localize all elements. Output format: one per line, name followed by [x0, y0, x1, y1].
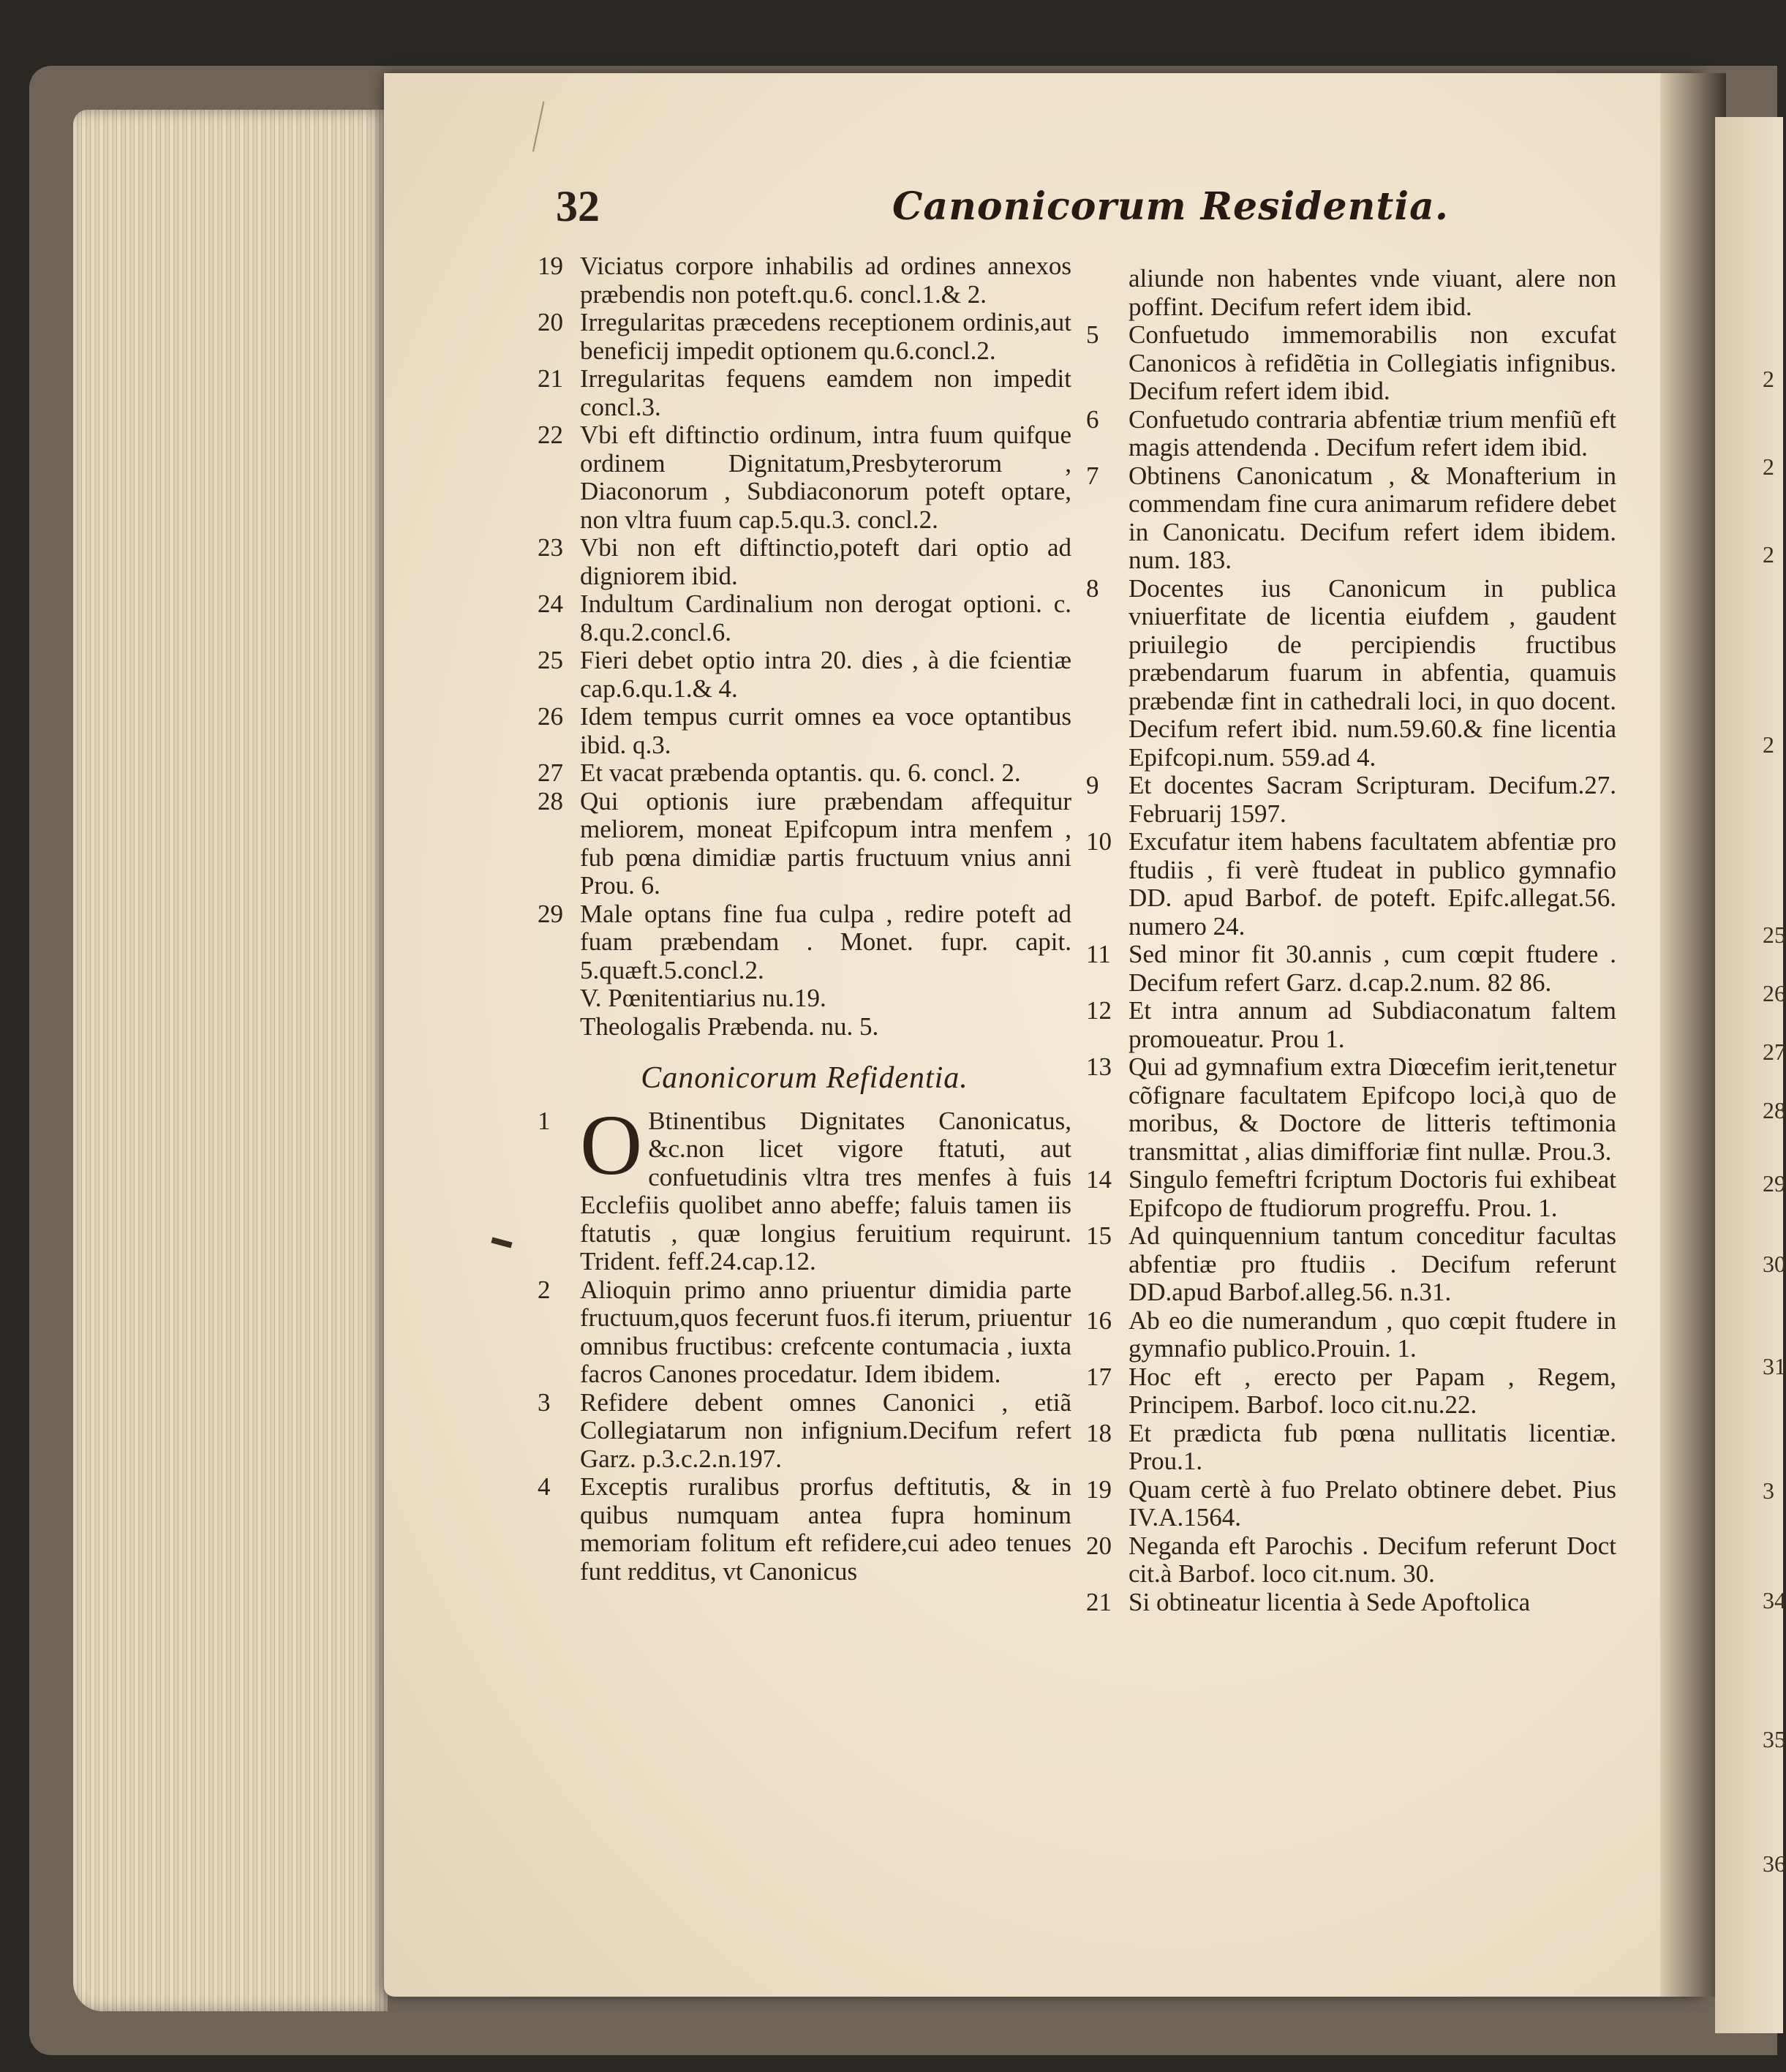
entry-number: 23 — [538, 533, 563, 562]
entry-number: 25 — [538, 646, 563, 674]
right-column — [1086, 265, 1616, 1616]
section-title: Canonicorum Refidentia. — [641, 1061, 968, 1095]
entry-number: 5 — [1086, 320, 1099, 349]
entry-number: 29 — [538, 899, 563, 928]
entry-text: Qui ad gymnafium extra Diœcefim ierit,tenetur cõfignare facultatem Epifcopo loci,à quo de moribus, & Doctore de litteris teftimonia transmittat , alias dimifforiæ fint nullæ. Prou.3. — [1129, 1052, 1616, 1166]
entry-number: 28 — [538, 786, 563, 815]
entry-number: 2 — [538, 1275, 551, 1304]
index-entry — [538, 365, 1071, 421]
index-entry — [538, 1473, 1071, 1586]
entry-text: Male optans fine fua culpa , redire poteft ad fuam præbendam . Monet. fupr. capit. 5.quæft.5.concl.2. — [580, 899, 1071, 984]
drop-cap-initial: O — [580, 1096, 643, 1193]
index-entry — [538, 309, 1071, 365]
entry-number: 3 — [538, 1387, 551, 1417]
index-entry — [1086, 1307, 1616, 1363]
facing-page-number: 2 — [1763, 731, 1774, 758]
entry-number: 20 — [538, 308, 563, 336]
index-entry — [538, 703, 1071, 759]
index-entry — [538, 1276, 1071, 1389]
entry-text: Si obtineatur licentia à Sede Apoftolica — [1129, 1587, 1531, 1616]
entry-text: aliunde non habentes vnde viuant, alere non poffint. Decifum refert idem ibid. — [1129, 264, 1616, 321]
index-entry — [1086, 941, 1616, 997]
entry-number: 20 — [1086, 1531, 1112, 1560]
index-entry — [1086, 1532, 1616, 1589]
entry-text: Viciatus corpore inhabilis ad ordines annexos præbendis non poteft.qu.6. concl.1.& 2. — [580, 252, 1071, 309]
entry-text: Idem tempus currit omnes ea voce optantibus ibid. q.3. — [580, 702, 1071, 759]
entry-text: Exceptis ruralibus prorfus deftitutis, & in quibus numquam antea fupra hominum memoriam folitum eft refidere,cui adeo tenues funt redditus, vt Canonicus — [580, 1472, 1071, 1586]
entry-text: Irregularitas præcedens receptionem ordinis,aut beneficij impedit optionem qu.6.concl.2. — [580, 308, 1071, 365]
entry-text: Confuetudo immemorabilis non excufat Canonicos à refidẽtia in Collegiatis infignibus. Decifum refert idem ibid. — [1129, 320, 1616, 405]
entry-text: Et prædicta fub pœna nullitatis licentiæ. Prou.1. — [1129, 1418, 1616, 1475]
entry-text: Theologalis Præbenda. nu. 5. — [580, 1011, 879, 1041]
facing-page-number: 27 — [1763, 1039, 1786, 1065]
index-entry — [1086, 321, 1616, 406]
entry-number: 14 — [1086, 1165, 1112, 1194]
entry-number: 10 — [1086, 827, 1112, 856]
entry-text: Et docentes Sacram Scripturam. Decifum.27. Februarij 1597. — [1129, 771, 1616, 828]
entry-text: Indultum Cardinalium non derogat optioni. c. 8.qu.2.concl.6. — [580, 589, 1071, 647]
index-entry — [1086, 265, 1616, 321]
entry-text: Vbi non eft diftinctio,poteft dari optio ad digniorem ibid. — [580, 533, 1071, 590]
page-stack-edge — [73, 110, 388, 2011]
entry-number: 21 — [1086, 1587, 1112, 1616]
entry-number: 22 — [538, 421, 563, 449]
facing-page-number: 2 — [1763, 541, 1774, 568]
entry-text: Quam certè à fuo Prelato obtinere debet. Pius IV.A.1564. — [1129, 1474, 1616, 1532]
index-entry — [538, 900, 1071, 985]
facing-page-number: 30 — [1763, 1251, 1786, 1277]
index-entry — [1086, 772, 1616, 828]
facing-page-number: 34 — [1763, 1587, 1786, 1613]
entry-text: Irregularitas fequens eamdem non impedit concl.3. — [580, 364, 1071, 421]
entry-number: 26 — [538, 702, 563, 731]
index-entry — [1086, 828, 1616, 941]
index-entry — [538, 1096, 1071, 1276]
page-number: 32 — [556, 182, 600, 230]
entry-number: 11 — [1086, 940, 1111, 968]
entry-number: 21 — [538, 364, 563, 393]
entry-number: 27 — [538, 758, 563, 787]
entry-text: Ad quinquennium tantum conceditur facultas abfentiæ pro ftudiis . Decifum referunt DD.apud Barbof.alleg.56. n.31. — [1129, 1221, 1616, 1306]
index-entry — [538, 1013, 1071, 1041]
entry-text: Neganda eft Parochis . Decifum referunt Doct cit.à Barbof. loco cit.num. 30. — [1129, 1531, 1616, 1588]
entry-number: 7 — [1086, 461, 1099, 490]
index-entry — [1086, 1589, 1616, 1617]
entry-text: Excufatur item habens facultatem abfentiæ pro ftudiis , fi verè ftudeat in publico gymnafio DD. apud Barbof. de poteft. Epifc.allegat.56. numero 24. — [1129, 827, 1616, 941]
index-entries-right — [1086, 265, 1616, 1616]
entry-number: 18 — [1086, 1418, 1112, 1447]
entry-text: Hoc eft , erecto per Papam , Regem, Principem. Barbof. loco cit.nu.22. — [1129, 1362, 1616, 1419]
facing-page-number: 26 — [1763, 980, 1786, 1006]
entry-text: Confuetudo contraria abfentiæ trium menfiũ eft magis attendenda . Decifum refert idem ibid. — [1129, 404, 1616, 462]
facing-page-number: 3 — [1763, 1477, 1774, 1504]
facing-page-number: 35 — [1763, 1726, 1786, 1752]
index-entries-before — [538, 252, 1071, 1041]
entry-number: 9 — [1086, 771, 1099, 799]
index-entry — [1086, 1053, 1616, 1166]
entry-text: Ab eo die numerandum , quo cœpit ftudere in gymnafio publico.Prouin. 1. — [1129, 1306, 1616, 1363]
entry-number: 6 — [1086, 404, 1099, 434]
entry-number: 15 — [1086, 1221, 1112, 1250]
facing-page-number: 29 — [1763, 1170, 1786, 1197]
entry-body: Btinentibus Dignitates Canonicatus, &c.non licet vigore ftatuti, aut confuetudinis vltra tres menfes à fuis Ecclefiis quolibet anno abeffe; faluis tamen iis ftatutis , quæ longius feruitium requirunt. Trident. feff.24.cap.12. — [580, 1106, 1071, 1276]
facing-page-number: 2 — [1763, 366, 1774, 392]
entry-text: Singulo femeftri fcriptum Doctoris fui exhibeat Epifcopo de ftudiorum progreffu. Prou. 1. — [1129, 1165, 1616, 1222]
index-entry — [538, 252, 1071, 309]
index-entry — [538, 984, 1071, 1013]
entry-number: 17 — [1086, 1362, 1112, 1391]
entry-text: Refidere debent omnes Canonici , etiã Collegiatarum non infignium.Decifum refert Garz. p.3.c.2.n.197. — [580, 1387, 1071, 1473]
entry-text: Qui optionis iure præbendam affequitur meliorem, moneat Epifcopum intra menfem , fub pœna dimidiæ partis fructuum vnius anni Prou. 6. — [580, 786, 1071, 900]
entry-text: Et intra annum ad Subdiaconatum faltem promoueatur. Prou 1. — [1129, 996, 1616, 1053]
page-title: Canonicorum Residentia. — [892, 184, 1449, 229]
entry-text: Sed minor fit 30.annis , cum cœpit ftudere . Decifum refert Garz. d.cap.2.num. 82 86. — [1129, 940, 1616, 997]
entry-number: 24 — [538, 589, 563, 618]
index-entry — [1086, 575, 1616, 772]
index-entry — [1086, 1222, 1616, 1307]
entry-number: 16 — [1086, 1306, 1112, 1335]
index-entry — [538, 421, 1071, 534]
index-entry — [538, 647, 1071, 703]
entry-text: Et vacat præbenda optantis. qu. 6. concl. 2. — [580, 758, 1021, 787]
entry-number: 4 — [538, 1472, 551, 1501]
facing-page-number: 2 — [1763, 453, 1774, 480]
entry-number: 8 — [1086, 573, 1099, 603]
index-entry — [1086, 462, 1616, 575]
entry-text: Obtinens Canonicatum , & Monafterium in commendam fine cura animarum refidere debet in Canonicatu. Decifum refert idem ibidem. num. 183. — [1129, 461, 1616, 574]
entry-text: V. Pœnitentiarius nu.19. — [580, 984, 826, 1012]
facing-page-number: 25 — [1763, 922, 1786, 948]
entry-text: Docentes ius Canonicum in publica vniuerfitate de licentia eiufdem , gaudent priuilegio de percipiendis fructibus præbendarum fuarum in abfentia, quamuis præbendæ fint in cathedrali loci, in quo docent. Decifum refert ibid. num.59.60.& fine licentia Epifcopi.num. 559.ad 4. — [1129, 573, 1616, 772]
entry-text: Alioquin primo anno priuentur dimidia parte fructuum,quos fecerunt fuos.fi iterum, priuentur omnibus fructibus: crefcente contumacia , iuxta facros Canones procedatur. Idem ibidem. — [580, 1275, 1071, 1388]
index-entry — [1086, 1166, 1616, 1222]
entry-text — [580, 1096, 1071, 1276]
running-head — [556, 181, 1580, 233]
left-column — [538, 252, 1071, 1586]
entry-number: 12 — [1086, 996, 1112, 1025]
entry-number: 1 — [538, 1106, 551, 1135]
entry-text: Vbi eft diftinctio ordinum, intra fuum quifque ordinem Dignitatum,Presbyterorum , Diaconorum , Subdiaconorum poteft optare, non vltra fuum cap.5.qu.3. concl.2. — [580, 421, 1071, 534]
entry-text: Fieri debet optio intra 20. dies , à die fcientiæ cap.6.qu.1.& 4. — [580, 646, 1071, 703]
index-entry — [1086, 997, 1616, 1053]
entry-number: 13 — [1086, 1052, 1112, 1081]
facing-page-number: 28 — [1763, 1097, 1786, 1123]
index-entry — [538, 1389, 1071, 1474]
index-entry — [538, 590, 1071, 647]
index-entry — [1086, 1476, 1616, 1532]
index-entry — [538, 759, 1071, 788]
facing-page-number: 31 — [1763, 1353, 1786, 1379]
index-entry — [1086, 406, 1616, 462]
index-entry — [538, 788, 1071, 900]
index-entry — [1086, 1363, 1616, 1420]
facing-page-number: 36 — [1763, 1850, 1786, 1877]
index-entries-after — [538, 1096, 1071, 1586]
entry-number: 19 — [1086, 1474, 1112, 1504]
index-entry — [1086, 1420, 1616, 1476]
index-entry — [538, 534, 1071, 590]
entry-number: 19 — [538, 252, 563, 280]
